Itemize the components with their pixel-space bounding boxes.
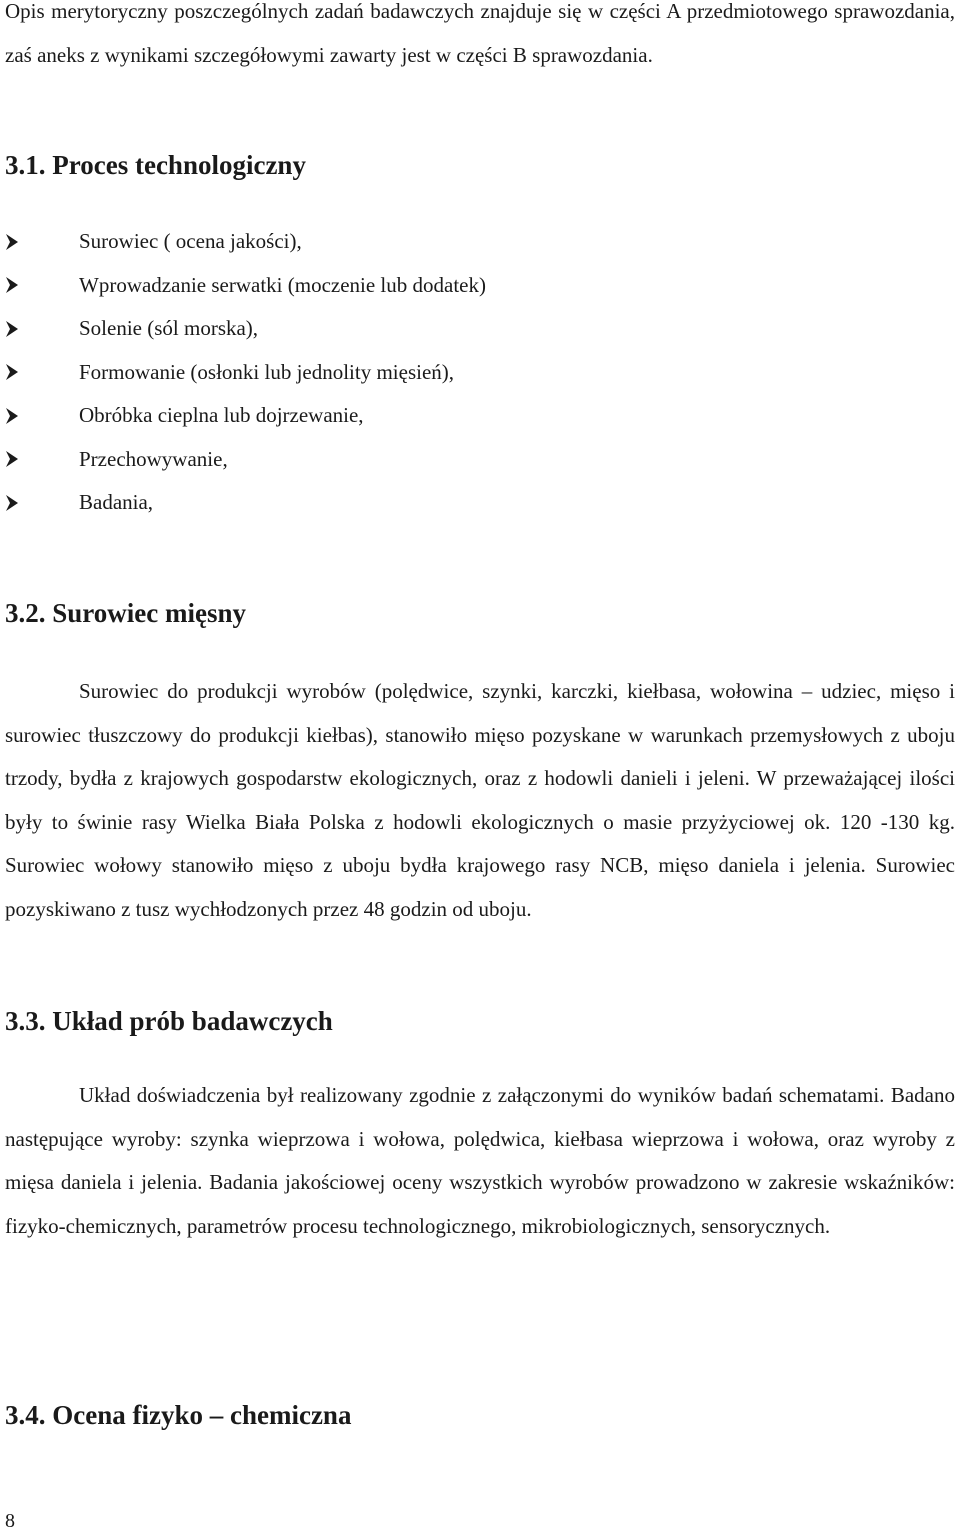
intro-paragraph: Opis merytoryczny poszczególnych zadań badawczych znajduje się w części A przedmiotowego sprawozdania, zaś aneks z wynikami szczegółowymi zawarty jest w części B sprawozdania. xyxy=(5,0,955,67)
section-heading-3-3: 3.3. Układ prób badawczych xyxy=(5,1006,333,1036)
arrowhead-bullet-icon xyxy=(5,276,79,294)
list-item-label: Obróbka cieplna lub dojrzewanie, xyxy=(79,403,364,427)
arrowhead-bullet-icon xyxy=(5,494,79,512)
list-item xyxy=(5,351,486,395)
list-item-label: Formowanie (osłonki lub jednolity mięsień), xyxy=(79,359,455,384)
list-item xyxy=(5,307,486,351)
section-heading-3-4: 3.4. Ocena fizyko – chemiczna xyxy=(5,1400,352,1430)
list-item xyxy=(5,481,486,525)
process-steps-list xyxy=(5,220,486,525)
page-number: 8 xyxy=(5,1510,15,1532)
list-item xyxy=(5,394,486,438)
list-item-label: Badania, xyxy=(79,490,154,514)
arrowhead-bullet-icon xyxy=(5,450,79,468)
arrowhead-bullet-icon xyxy=(5,320,79,338)
list-item-label: Surowiec ( ocena jakości), xyxy=(79,229,302,253)
arrowhead-bullet-icon xyxy=(5,407,79,425)
list-item xyxy=(5,264,486,308)
list-item-label: Przechowywanie, xyxy=(79,446,228,471)
section-heading-3-2: 3.2. Surowiec mięsny xyxy=(5,598,246,628)
raw-material-paragraph: Surowiec do produkcji wyrobów (polędwice, szynki, karczki, kiełbasa, wołowina – udziec, mięso i surowiec tłuszczowy do produkcji kiełbas), stanowiło mięso pozyskane w warunkach przemysłowych z uboju trzody, bydła z krajowych gospodarstw ekologicznych, oraz z hodowli danieli i jeleni. W przeważającej ilości były to świnie rasy Wielka Biała Polska z hodowli ekologicznych o masie przyżyciowej ok. 120 -130 kg. Surowiec wołowy stanowiło mięso z uboju bydła krajowego rasy NCB, mięso daniela i jelenia. Surowiec pozyskiwano z tusz wychłodzonych przez 48 godzin od uboju. xyxy=(5,679,955,921)
arrowhead-bullet-icon xyxy=(5,233,79,251)
arrowhead-bullet-icon xyxy=(5,363,79,381)
sample-layout-paragraph: Układ doświadczenia był realizowany zgodnie z załączonymi do wyników badań schematami. Badano następujące wyroby: szynka wieprzowa i wołowa, polędwica, kiełbasa wieprzowa i wołowa, oraz wyroby z mięsa daniela i jelenia. Badania jakościowej oceny wszystkich wyrobów prowadzono w zakresie wskaźników: fizyko-chemicznych, parametrów procesu technologicznego, mikrobiologicznych, sensorycznych. xyxy=(5,1083,955,1238)
list-item xyxy=(5,438,486,482)
list-item-label: Solenie (sól morska), xyxy=(79,316,259,340)
list-item-label: Wprowadzanie serwatki (moczenie lub dodatek) xyxy=(79,272,486,297)
list-item xyxy=(5,220,486,264)
section-heading-3-1: 3.1. Proces technologiczny xyxy=(5,150,306,180)
